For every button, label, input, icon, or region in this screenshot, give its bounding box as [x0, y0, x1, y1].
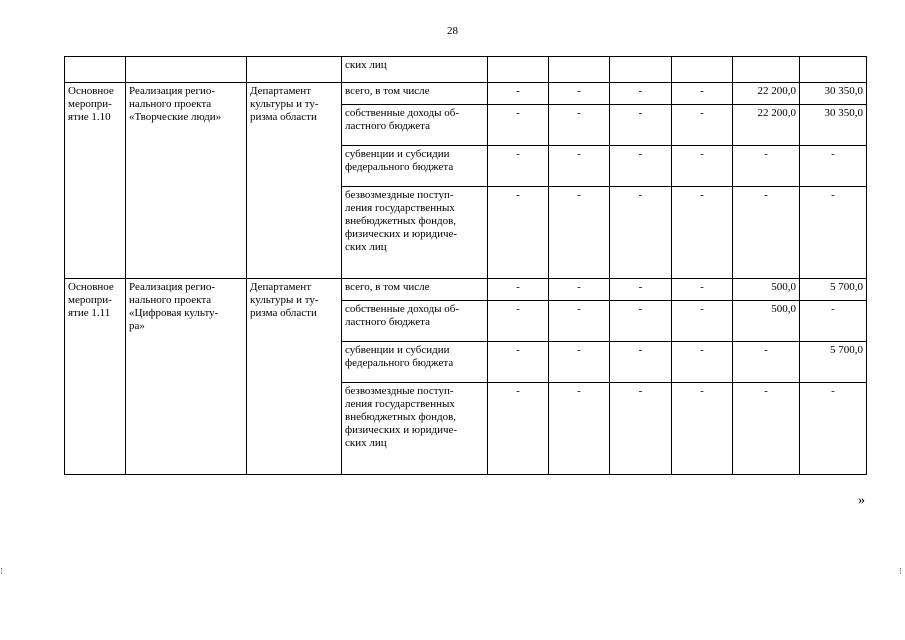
value-cell: 22 200,0 — [733, 83, 800, 105]
project-cell — [126, 279, 247, 475]
source-cell — [342, 342, 488, 383]
text-line: внебюджетных фондов, — [345, 411, 457, 423]
value-cell: - — [610, 279, 672, 301]
text-line: меропри- — [68, 294, 112, 306]
text-line: всего, в том числе — [345, 281, 430, 293]
value-cell: - — [733, 187, 800, 279]
text-line: Реализация регио- — [129, 281, 216, 293]
value-cell: - — [672, 301, 733, 342]
text-line: ских лиц — [345, 241, 387, 253]
value-cell: - — [549, 187, 610, 279]
value-cell: - — [672, 83, 733, 105]
text-line: культуры и ту- — [250, 98, 319, 110]
budget-table — [64, 56, 867, 475]
right-edge-mark: ⁝ — [899, 566, 902, 576]
source-cell: ских лиц — [342, 57, 488, 83]
text-line: нального проекта — [129, 98, 212, 110]
value-cell: - — [733, 146, 800, 187]
value-cell: - — [672, 146, 733, 187]
text-line: всего, в том числе — [345, 85, 430, 97]
text-line: ризма области — [250, 307, 317, 319]
empty-cell — [733, 57, 800, 83]
value-cell: - — [672, 383, 733, 475]
text-line: меропри- — [68, 98, 112, 110]
empty-cell — [800, 57, 867, 83]
measure-label-cell — [65, 279, 126, 475]
text-line: физических и юридиче- — [345, 228, 458, 240]
source-cell — [342, 146, 488, 187]
value-cell: - — [733, 342, 800, 383]
value-cell: - — [488, 187, 549, 279]
value-cell: - — [488, 342, 549, 383]
value-cell: - — [800, 383, 867, 475]
text-line: безвозмездные поступ- — [345, 385, 454, 397]
value-cell: - — [610, 301, 672, 342]
empty-cell — [488, 57, 549, 83]
text-line: Основное — [68, 281, 114, 293]
text-line: ления государственных — [345, 398, 455, 410]
text-line: субвенции и субсидии — [345, 344, 450, 356]
text-line: внебюджетных фондов, — [345, 215, 457, 227]
text-line: Департамент — [250, 281, 312, 293]
text-line: «Цифровая культу- — [129, 307, 219, 319]
text-line: нального проекта — [129, 294, 212, 306]
executor-cell — [247, 83, 342, 279]
table-row-continuation — [65, 57, 867, 83]
value-cell: - — [549, 383, 610, 475]
value-cell: - — [610, 83, 672, 105]
project-cell — [126, 83, 247, 279]
source-cell — [342, 279, 488, 301]
source-cell — [342, 383, 488, 475]
value-cell: 30 350,0 — [800, 105, 867, 146]
value-cell: 500,0 — [733, 279, 800, 301]
text-line: собственные доходы об- — [345, 303, 460, 315]
value-cell: 5 700,0 — [800, 279, 867, 301]
table-row — [65, 83, 867, 105]
value-cell: - — [672, 105, 733, 146]
value-cell: - — [549, 301, 610, 342]
text-line: ластного бюджета — [345, 316, 430, 328]
text-line: ятие 1.10 — [68, 111, 111, 123]
value-cell: - — [549, 105, 610, 146]
text-line: Департамент — [250, 85, 312, 97]
text-line: федерального бюджета — [345, 357, 454, 369]
closing-quote: » — [858, 493, 865, 508]
value-cell: - — [610, 105, 672, 146]
value-cell: 22 200,0 — [733, 105, 800, 146]
value-cell: - — [549, 342, 610, 383]
empty-cell — [126, 57, 247, 83]
empty-cell — [672, 57, 733, 83]
text-line: собственные доходы об- — [345, 107, 460, 119]
text-line: культуры и ту- — [250, 294, 319, 306]
table-body — [65, 57, 867, 475]
value-cell: - — [672, 342, 733, 383]
value-cell: - — [800, 301, 867, 342]
empty-cell — [549, 57, 610, 83]
text-line: ра» — [129, 320, 145, 332]
text-line: ятие 1.11 — [68, 307, 111, 319]
value-cell: - — [549, 83, 610, 105]
text-line: Основное — [68, 85, 114, 97]
value-cell: 500,0 — [733, 301, 800, 342]
text-line: ризма области — [250, 111, 317, 123]
value-cell: - — [610, 146, 672, 187]
value-cell: 5 700,0 — [800, 342, 867, 383]
text-line: безвозмездные поступ- — [345, 189, 454, 201]
value-cell: - — [800, 146, 867, 187]
value-cell: - — [610, 383, 672, 475]
source-cell — [342, 301, 488, 342]
value-cell: - — [488, 301, 549, 342]
value-cell: - — [488, 146, 549, 187]
table-row — [65, 279, 867, 301]
text-line: ления государственных — [345, 202, 455, 214]
text-line: федерального бюджета — [345, 161, 454, 173]
value-cell: - — [672, 187, 733, 279]
source-cell — [342, 105, 488, 146]
value-cell: - — [488, 105, 549, 146]
measure-label-cell — [65, 83, 126, 279]
text-line: физических и юридиче- — [345, 424, 458, 436]
value-cell: - — [549, 279, 610, 301]
page-number: 28 — [447, 25, 458, 37]
left-edge-mark: ⁝ — [0, 566, 3, 576]
text-line: «Творческие люди» — [129, 111, 222, 123]
value-cell: - — [800, 187, 867, 279]
source-cell — [342, 187, 488, 279]
value-cell: 30 350,0 — [800, 83, 867, 105]
text-line: Реализация регио- — [129, 85, 216, 97]
text-line: субвенции и субсидии — [345, 148, 450, 160]
value-cell: - — [549, 146, 610, 187]
value-cell: - — [488, 383, 549, 475]
empty-cell — [65, 57, 126, 83]
empty-cell — [247, 57, 342, 83]
executor-cell — [247, 279, 342, 475]
source-cell — [342, 83, 488, 105]
value-cell: - — [610, 342, 672, 383]
value-cell: - — [610, 187, 672, 279]
value-cell: - — [733, 383, 800, 475]
value-cell: - — [672, 279, 733, 301]
value-cell: - — [488, 279, 549, 301]
text-line: ластного бюджета — [345, 120, 430, 132]
value-cell: - — [488, 83, 549, 105]
empty-cell — [610, 57, 672, 83]
text-line: ских лиц — [345, 437, 387, 449]
